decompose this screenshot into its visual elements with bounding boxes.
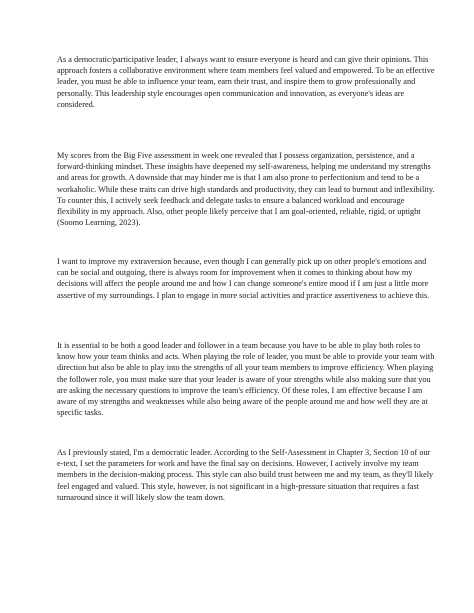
paragraph-big-five-scores: My scores from the Big Five assessment in week one revealed that I possess organization, persistence, and a forward-thinking mindset. These insights have deepened my self-awareness, helping me understand my strengths and areas for growth. A downside that may hinder me is that I am also prone to perfectionism and tend to be a workaholic. While these traits can drive high standards and productivity, they can lead to burnout and inflexibility. To counter this, I actively seek feedback and delegate tasks to ensure a balanced workload and encourage flexibility in my approach. Also, other people likely perceive that I am goal-oriented, reliable, rigid, or uptight (Soomo Learning, 2023). [57,151,435,228]
paragraph-democratic-leader: As a democratic/participative leader, I always want to ensure everyone is heard and can give their opinions. This approach fosters a collaborative environment where team members feel valued and empowered. To be an effective leader, you must be able to influence your team, earn their trust, and inspire them to grow professionally and personally. This leadership style encourages open communication and innovation, as everyone's ideas are considered. [57,55,435,109]
paragraph-self-assessment: As I previously stated, I'm a democratic leader. According to the Self-Assessment in Chapter 3, Section 10 of our e-text, I set the parameters for work and have the final say on decisions. However, I actively involve my team members in the decision-making process. This style can also build trust between me and my team, as they'll likely feel engaged and valued. This style, however, is not significant in a high-pressure situation that requires a fast turnaround since it will likely slow the team down. [57,448,434,502]
paragraph-leader-follower: It is essential to be both a good leader and follower in a team because you have to be able to play both roles to know how your team thinks and acts. When playing the role of leader, you must be able to provide your team with direction but also be able to play into the strengths of all your team members to improve efficiency. When playing the follower role, you must make sure that your leader is aware of your strengths while also making sure that you are asking the necessary questions to improve the team's efficiency. Of these roles, I am effective because I am aware of my strengths and weaknesses while also being aware of the people around me and how well they are at specific tasks. [57,341,435,418]
paragraph-extraversion: I want to improve my extraversion because, even though I can generally pick up on other people's emotions and can be social and outgoing, there is always room for improvement when it comes to thinking about how my decisions will affect the people around me and how I can change someone's entire mood if I am just a little more assertive of my surroundings. I plan to engage in more social activities and practice assertiveness to achieve this. [57,257,430,300]
